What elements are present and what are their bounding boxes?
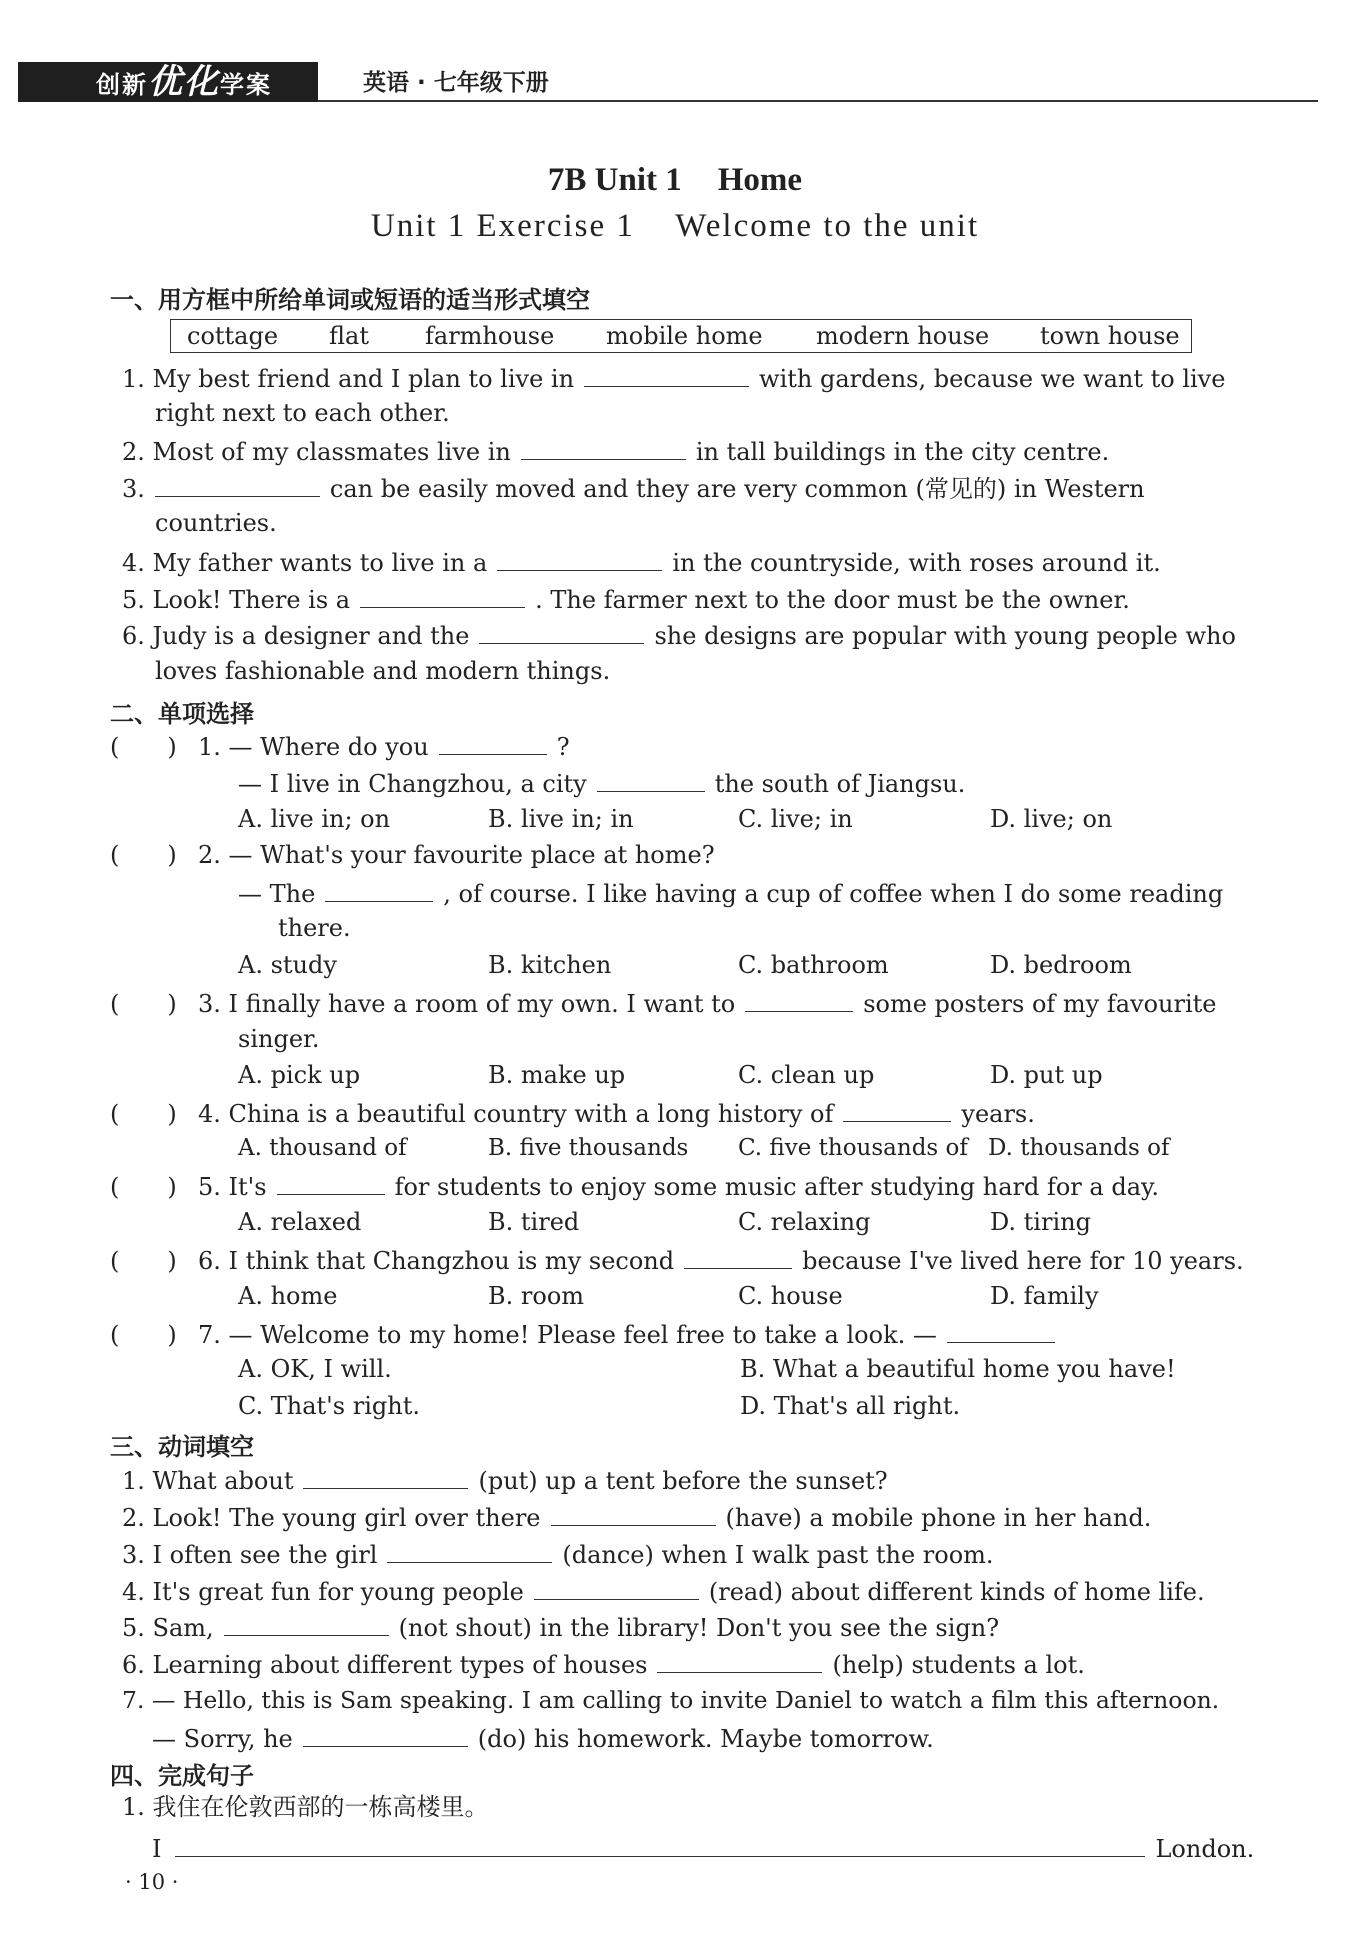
question-text: London.	[1155, 1835, 1255, 1863]
question-line	[122, 1575, 1205, 1607]
question-line: 1. 我住在伦敦西部的一栋高楼里。	[122, 1793, 489, 1821]
options-row	[238, 1354, 1176, 1384]
paren-right: )	[167, 1321, 177, 1349]
question-text: years.	[961, 1100, 1035, 1128]
option-b[interactable]: B. live in; in	[488, 805, 634, 833]
question-text: (put) up a tent before the sunset?	[478, 1467, 888, 1495]
option-c[interactable]: C. clean up	[738, 1061, 875, 1089]
question-line	[122, 1501, 1151, 1533]
unit-topic: Home	[717, 162, 803, 198]
question-line	[122, 619, 1236, 651]
question-line	[122, 1538, 994, 1570]
paren-left: (	[110, 1100, 120, 1128]
options-row	[238, 1060, 1103, 1090]
answer-blank[interactable]	[303, 1464, 468, 1489]
answer-blank[interactable]	[439, 730, 547, 755]
paren-right: )	[167, 1247, 177, 1275]
section-heading-3: 三、动词填空	[110, 1433, 254, 1461]
option-a[interactable]: A. relaxed	[238, 1208, 362, 1236]
option-c[interactable]: C. relaxing	[738, 1208, 871, 1236]
answer-blank[interactable]	[745, 987, 853, 1012]
question-line	[110, 1244, 1244, 1276]
question-text: (read) about different kinds of home life.	[708, 1578, 1205, 1606]
question-text: 2. Most of my classmates live in	[122, 438, 511, 466]
option-b[interactable]: B. room	[488, 1282, 585, 1310]
question-text: 3.	[122, 475, 145, 503]
question-text: with gardens, because we want to live	[759, 365, 1226, 393]
answer-blank[interactable]	[303, 1722, 468, 1747]
question-line	[152, 1722, 934, 1754]
option-d[interactable]: D. bedroom	[990, 951, 1132, 979]
word-item: flat	[329, 322, 369, 350]
answer-blank[interactable]	[277, 1170, 385, 1195]
question-text: 3. I often see the girl	[122, 1541, 378, 1569]
question-text: — Sorry, he	[152, 1725, 293, 1753]
word-item: mobile home	[606, 322, 763, 350]
book-title: 英语 · 七年级下册	[363, 70, 549, 96]
question-text: 1. — Where do you	[198, 733, 429, 761]
option-d[interactable]: D. live; on	[990, 805, 1113, 833]
question-line	[122, 1648, 1085, 1680]
brand-part-a: 创新	[96, 71, 148, 99]
question-line	[110, 1097, 1035, 1129]
question-text: she designs are popular with young people who	[654, 622, 1236, 650]
question-text: (help) students a lot.	[832, 1651, 1085, 1679]
question-line	[122, 1611, 999, 1643]
option-c[interactable]: C. bathroom	[738, 951, 889, 979]
question-text: some posters of my favourite	[863, 990, 1217, 1018]
question-text: 2. Look! The young girl over there	[122, 1504, 541, 1532]
paren-right: )	[167, 1100, 177, 1128]
option-c[interactable]: C. house	[738, 1282, 843, 1310]
option-b[interactable]: B. kitchen	[488, 951, 612, 979]
paren-left: (	[110, 733, 120, 761]
option-c[interactable]: C. That's right.	[238, 1392, 420, 1420]
answer-blank[interactable]	[521, 435, 686, 460]
answer-blank[interactable]	[479, 619, 644, 644]
word-item: farmhouse	[425, 322, 555, 350]
answer-blank[interactable]	[387, 1538, 552, 1563]
question-text: the south of Jiangsu.	[714, 770, 966, 798]
exercise-subtitle: Unit 1 Exercise 1 Welcome to the unit	[370, 208, 980, 244]
header-rule	[318, 100, 1318, 102]
question-text: , of course. I like having a cup of coffee when I do some reading	[443, 880, 1224, 908]
option-d[interactable]: D. thousands of	[988, 1135, 1170, 1161]
answer-blank[interactable]	[224, 1611, 389, 1636]
page-number: · 10 ·	[125, 1870, 179, 1894]
answer-blank[interactable]	[175, 1832, 1145, 1857]
word-item: cottage	[187, 322, 279, 350]
question-text: 6. I think that Changzhou is my second	[198, 1247, 675, 1275]
question-text: for students to enjoy some music after studying hard for a day.	[394, 1173, 1160, 1201]
option-a[interactable]: A. live in; on	[238, 805, 391, 833]
brand-part-b: 优化	[148, 62, 220, 102]
answer-blank[interactable]	[584, 362, 749, 387]
paren-left: (	[110, 1173, 120, 1201]
question-text: 6. Judy is a designer and the	[122, 622, 470, 650]
question-text: 5. Look! There is a	[122, 586, 351, 614]
question-line: 7. — Hello, this is Sam speaking. I am calling to invite Daniel to watch a film this afternoon.	[122, 1686, 1220, 1714]
question-line	[122, 1464, 888, 1496]
question-line: countries.	[155, 509, 277, 537]
question-line: singer.	[238, 1025, 320, 1053]
option-a[interactable]: A. pick up	[238, 1061, 361, 1089]
answer-blank[interactable]	[657, 1648, 822, 1673]
answer-paren[interactable]	[110, 732, 198, 762]
paren-right: )	[167, 990, 177, 1018]
word-item: modern house	[816, 322, 990, 350]
question-line	[122, 435, 1109, 467]
question-line	[122, 362, 1225, 394]
question-text: 1. My best friend and I plan to live in	[122, 365, 575, 393]
option-d[interactable]: D. put up	[990, 1061, 1103, 1089]
option-b[interactable]: B. What a beautiful home you have!	[740, 1355, 1176, 1383]
options-row	[238, 950, 1132, 980]
question-text: 1. What about	[122, 1467, 294, 1495]
answer-blank[interactable]	[534, 1575, 699, 1600]
question-text: (not shout) in the library! Don't you see the sign?	[398, 1614, 1000, 1642]
question-text: in the countryside, with roses around it.	[672, 549, 1161, 577]
option-b[interactable]: B. tired	[488, 1208, 580, 1236]
option-c[interactable]: C. five thousands of	[738, 1135, 968, 1161]
question-line: loves fashionable and modern things.	[155, 657, 611, 685]
question-text: because I've lived here for 10 years.	[802, 1247, 1244, 1275]
question-line	[110, 840, 715, 870]
question-line	[122, 472, 1145, 504]
question-line: right next to each other.	[155, 399, 450, 427]
question-text: 4. My father wants to live in a	[122, 549, 488, 577]
answer-blank[interactable]	[325, 877, 433, 902]
paren-left: (	[110, 841, 120, 869]
paren-left: (	[110, 990, 120, 1018]
option-c[interactable]: C. live; in	[738, 805, 853, 833]
section-heading-4: 四、完成句子	[110, 1762, 254, 1790]
answer-paren[interactable]	[110, 989, 198, 1019]
option-d[interactable]: D. tiring	[990, 1208, 1091, 1236]
question-text: 5. It's	[198, 1173, 267, 1201]
question-text: can be easily moved and they are very common (常见的) in Western	[329, 475, 1145, 503]
options-row	[238, 1133, 1169, 1163]
page-header	[18, 62, 1318, 102]
word-box	[170, 319, 1192, 353]
answer-paren[interactable]	[110, 840, 198, 870]
option-a[interactable]: A. study	[238, 951, 337, 979]
question-text: 3. I finally have a room of my own. I want to	[198, 990, 736, 1018]
option-a[interactable]: A. thousand of	[238, 1135, 407, 1161]
question-line	[238, 767, 965, 799]
answer-blank[interactable]	[497, 546, 662, 571]
unit-title	[0, 162, 1350, 199]
options-row	[238, 804, 1112, 834]
option-a[interactable]: A. home	[238, 1282, 338, 1310]
answer-paren[interactable]	[110, 1320, 198, 1350]
question-text: — The	[238, 880, 316, 908]
question-text: (dance) when I walk past the room.	[562, 1541, 994, 1569]
options-row	[238, 1207, 1091, 1237]
question-text: 2. — What's your favourite place at home?	[198, 841, 715, 869]
question-line	[122, 583, 1130, 615]
option-d[interactable]: D. That's all right.	[740, 1392, 961, 1420]
question-line: there.	[278, 914, 351, 942]
answer-blank[interactable]	[684, 1244, 792, 1269]
question-text: I	[152, 1835, 162, 1863]
answer-blank[interactable]	[843, 1097, 951, 1122]
answer-blank[interactable]	[551, 1501, 716, 1526]
word-item: town house	[1040, 322, 1180, 350]
question-text: ?	[556, 733, 570, 761]
question-text: 4. China is a beautiful country with a long history of	[198, 1100, 834, 1128]
question-text: 5. Sam,	[122, 1614, 214, 1642]
option-a[interactable]: A. OK, I will.	[238, 1355, 392, 1383]
answer-blank[interactable]	[360, 583, 525, 608]
brand-logo	[18, 62, 318, 102]
answer-paren[interactable]	[110, 1246, 198, 1276]
question-line	[152, 1832, 1254, 1864]
option-b[interactable]: B. five thousands	[488, 1135, 689, 1161]
question-text: 7. — Welcome to my home! Please feel free to take a look. —	[198, 1321, 937, 1349]
question-text: 4. It's great fun for young people	[122, 1578, 524, 1606]
answer-paren[interactable]	[110, 1172, 198, 1202]
section-heading-1: 一、用方框中所给单词或短语的适当形式填空	[110, 286, 590, 314]
question-line	[110, 987, 1217, 1019]
options-row	[238, 1281, 1099, 1311]
question-line	[110, 1318, 1065, 1350]
answer-blank[interactable]	[155, 472, 320, 497]
question-text: 6. Learning about different types of houses	[122, 1651, 648, 1679]
unit-number: 7B Unit 1	[547, 162, 682, 198]
question-line	[238, 877, 1223, 909]
paren-left: (	[110, 1321, 120, 1349]
answer-blank[interactable]	[597, 767, 705, 792]
option-d[interactable]: D. family	[990, 1282, 1099, 1310]
question-text: (do) his homework. Maybe tomorrow.	[477, 1725, 934, 1753]
question-line	[110, 1170, 1159, 1202]
question-text: . The farmer next to the door must be the owner.	[535, 586, 1130, 614]
question-line	[110, 730, 570, 762]
paren-left: (	[110, 1247, 120, 1275]
answer-paren[interactable]	[110, 1099, 198, 1129]
options-row	[238, 1391, 960, 1421]
question-text: (have) a mobile phone in her hand.	[725, 1504, 1152, 1532]
question-text: — I live in Changzhou, a city	[238, 770, 587, 798]
option-b[interactable]: B. make up	[488, 1061, 626, 1089]
section-heading-2: 二、单项选择	[110, 700, 254, 728]
question-text: in tall buildings in the city centre.	[695, 438, 1110, 466]
paren-right: )	[167, 1173, 177, 1201]
question-line	[122, 546, 1161, 578]
brand-part-c: 学案	[220, 71, 272, 99]
answer-blank[interactable]	[947, 1318, 1055, 1343]
paren-right: )	[167, 841, 177, 869]
paren-right: )	[167, 733, 177, 761]
